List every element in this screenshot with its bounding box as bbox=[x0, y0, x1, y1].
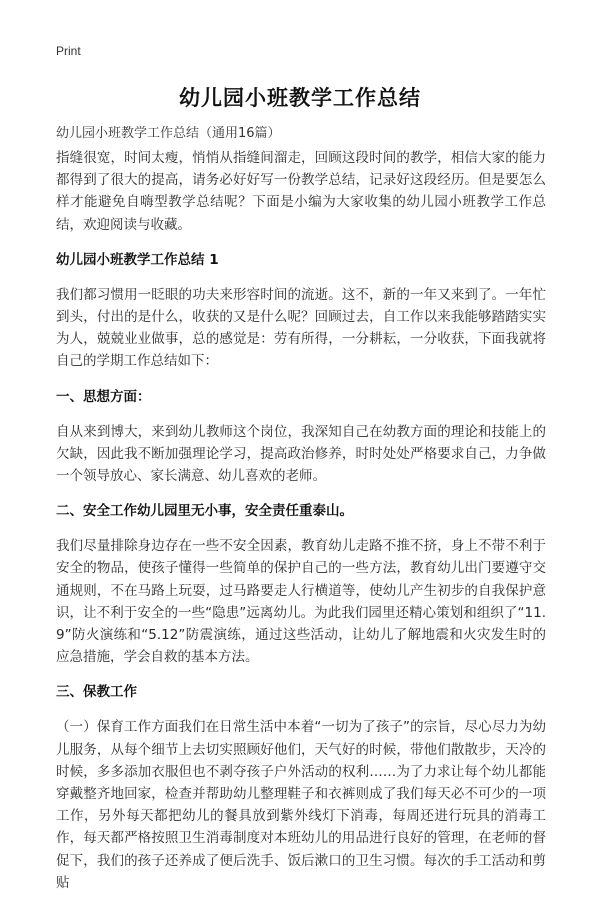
section-heading-1: 幼儿园小班教学工作总结 1 bbox=[56, 251, 219, 268]
body-paragraph: 我们都习惯用一眨眼的功夫来形容时间的流逝。这不，新的一年又来到了。一年忙到头，付出的是什么，收获的又是什么呢？回顾过去，自工作以来我能够踏踏实实为人，兢兢业业做事，总的感觉是：劳有所得，一分耕耘，一分收获，下面我就将自己的学期工作总结如下： bbox=[56, 286, 546, 370]
print-link[interactable]: Print bbox=[56, 44, 81, 58]
document-title: 幼儿园小班教学工作总结 bbox=[179, 86, 421, 110]
section-heading-care: 三、保教工作 bbox=[56, 684, 137, 701]
section-heading-safety: 二、安全工作幼儿园里无小事，安全责任重泰山。 bbox=[56, 503, 353, 520]
body-paragraph: （一）保育工作方面我们在日常生活中本着“一切为了孩子”的宗旨，尽心尽力为幼儿服务，从每个细节上去切实照顾好他们，天气好的时候，带他们散散步，天冷的时候，多多添加衣服但也不剥夺孩子户外活动的权利……为了力求让每个幼儿都能穿戴整齐地回家，检查并帮助幼儿整理鞋子和衣裤则成了我们每天必不可少的一项工作，另外每天都把幼儿的餐具放到紫外线灯下消毒，每周还进行玩具的消毒工作，每天都严格按照卫生消毒制度对本班幼儿的用品进行良好的管理，在老师的督促下，我们的孩子还养成了便后洗手、饭后漱口的卫生习惯。每次的手工活动和剪贴 bbox=[56, 719, 546, 891]
document-subtitle: 幼儿园小班教学工作总结（通用16篇） bbox=[56, 126, 281, 141]
intro-paragraph: 指缝很宽，时间太瘦，悄悄从指缝间溜走，回顾这段时间的教学，相信大家的能力都得到了很大的提高，请务必好好写一份教学总结，记录好这段经历。但是要怎么样才能避免自嗨型教学总结呢？下面是小编为大家收集的幼儿园小班教学工作总结，欢迎阅读与收藏。 bbox=[56, 150, 546, 233]
body-paragraph: 我们尽量排除身边存在一些不安全因素，教育幼儿走路不推不挤，身上不带不利于安全的物品，使孩子懂得一些简单的保护自己的一些方法，教育幼儿出门要遵守交通规则，不在马路上玩耍，过马路要走人行横道等，使幼儿产生初步的自我保护意识，让不利于安全的一些“隐患”远离幼儿。为此我们园里还精心策划和组织了“11.9”防火演练和“5.12”防震演练，通过这些活动，让幼儿了解地震和火灾发生时的应急措施，学会自救的基本方法。 bbox=[56, 538, 546, 666]
section-heading-thought: 一、思想方面： bbox=[56, 388, 151, 405]
body-paragraph: 自从来到博大，来到幼儿教师这个岗位，我深知自己在幼教方面的理论和技能上的欠缺，因此我不断加强理论学习，提高政治修养，时时处处严格要求自己，力争做一个领导放心、家长满意、幼儿喜欢的老师。 bbox=[56, 423, 546, 485]
document-body bbox=[56, 147, 546, 908]
